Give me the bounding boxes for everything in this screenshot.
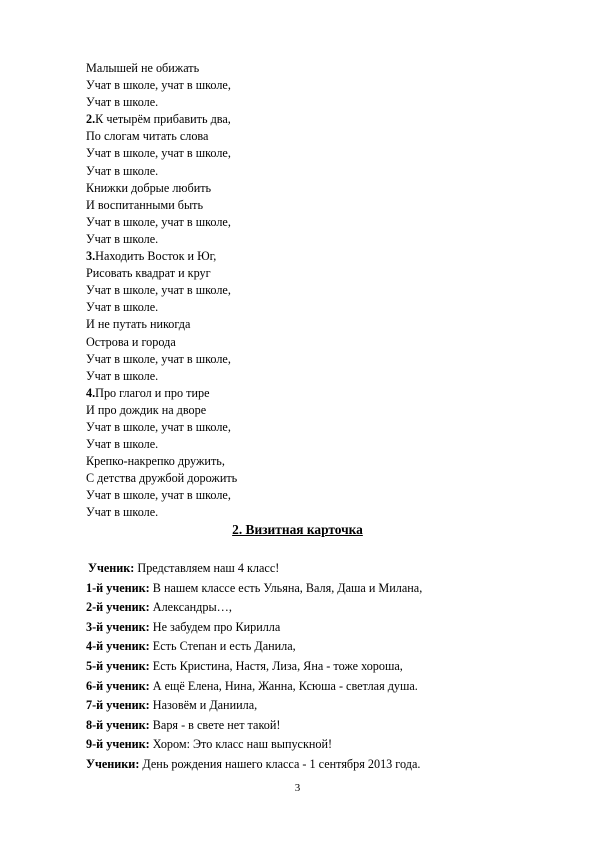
- speaker-label: Ученик:: [88, 561, 135, 575]
- poem-line: Острова и города: [86, 334, 176, 349]
- poem-line: Учат в школе.: [86, 368, 159, 383]
- verse-number: 2.: [86, 112, 96, 127]
- poem-line: Учат в школе.: [86, 163, 159, 178]
- poem-line: Рисовать квадрат и круг: [86, 266, 211, 281]
- speaker-label: 6-й ученик:: [86, 678, 150, 693]
- poem-line: Учат в школе.: [86, 231, 159, 246]
- dialog-line: [86, 755, 546, 775]
- speaker-label: 4-й ученик:: [86, 639, 150, 654]
- dialog-line: [86, 716, 546, 736]
- dialog-line: [86, 637, 546, 657]
- speaker-label: Ученики:: [86, 756, 140, 771]
- speaker-label: 9-й ученик:: [86, 737, 150, 752]
- section-heading: [0, 521, 595, 539]
- verse-number: 3.: [86, 249, 96, 264]
- poem-line: Учат в школе, учат в школе,: [86, 214, 231, 229]
- poem-line: Учат в школе, учат в школе,: [86, 78, 231, 93]
- dialog-line: [86, 579, 546, 599]
- verse-text: Про глагол и про тире: [95, 385, 210, 400]
- dialog-text: Есть Степан и есть Данила,: [149, 639, 296, 654]
- dialog-text: Назовём и Даниила,: [149, 698, 258, 713]
- verse-number: 4.: [86, 385, 96, 400]
- dialog-block: [86, 559, 546, 775]
- poem-line: По слогам читать слова: [86, 129, 209, 144]
- poem-line: Учат в школе.: [86, 437, 159, 452]
- dialog-line: [86, 677, 546, 697]
- dialog-text: А ещё Елена, Нина, Жанна, Ксюша - светлая душа.: [149, 678, 418, 693]
- dialog-line: [86, 618, 546, 638]
- poem-line: Учат в школе, учат в школе,: [86, 488, 231, 503]
- poem-line: Учат в школе.: [86, 95, 159, 110]
- poem-line: Учат в школе, учат в школе,: [86, 351, 231, 366]
- poem-line: [86, 248, 526, 265]
- poem-line: Крепко-накрепко дружить,: [86, 454, 225, 469]
- dialog-line: [86, 657, 546, 677]
- poem-line: И воспитанными быть: [86, 197, 204, 212]
- dialog-text: Варя - в свете нет такой!: [149, 717, 281, 732]
- poem-block: [86, 60, 526, 522]
- dialog-text: Не забудем про Кирилла: [149, 619, 281, 634]
- poem-line: Учат в школе, учат в школе,: [86, 146, 231, 161]
- dialog-text: Хором: Это класс наш выпускной!: [149, 737, 333, 752]
- dialog-text: Представляем наш 4 класс!: [134, 561, 280, 575]
- speaker-label: 7-й ученик:: [86, 698, 150, 713]
- poem-line: И не путать никогда: [86, 317, 191, 332]
- poem-line: Учат в школе, учат в школе,: [86, 419, 231, 434]
- section-heading-text: 2. Визитная карточка: [232, 522, 363, 537]
- speaker-label: 1-й ученик:: [86, 580, 150, 595]
- page-number: 3: [294, 782, 301, 794]
- dialog-line: [86, 696, 546, 716]
- dialog-line: [86, 598, 546, 618]
- poem-line: Книжки добрые любить: [86, 180, 212, 195]
- dialog-line: [86, 735, 546, 755]
- dialog-text: Александры…,: [149, 600, 232, 615]
- dialog-text: В нашем классе есть Ульяна, Валя, Даша и Милана,: [149, 580, 423, 595]
- speaker-label: 8-й ученик:: [86, 717, 150, 732]
- poem-line: [86, 385, 526, 402]
- speaker-label: 5-й ученик:: [86, 658, 150, 673]
- poem-line: [86, 111, 526, 128]
- speaker-label: 3-й ученик:: [86, 619, 150, 634]
- dialog-text: День рождения нашего класса - 1 сентября 2013 года.: [139, 756, 421, 771]
- poem-line: И про дождик на дворе: [86, 402, 207, 417]
- poem-line: Учат в школе.: [86, 505, 159, 520]
- dialog-text: Есть Кристина, Настя, Лиза, Яна - тоже хороша,: [149, 658, 403, 673]
- poem-line: Малышей не обижать: [86, 61, 200, 75]
- poem-line: С детства дружбой дорожить: [86, 471, 238, 486]
- verse-text: К четырём прибавить два,: [95, 112, 231, 127]
- verse-text: Находить Восток и Юг,: [95, 249, 217, 264]
- poem-line: Учат в школе.: [86, 300, 159, 315]
- poem-line: Учат в школе, учат в школе,: [86, 283, 231, 298]
- dialog-line: [86, 559, 546, 579]
- speaker-label: 2-й ученик:: [86, 600, 150, 615]
